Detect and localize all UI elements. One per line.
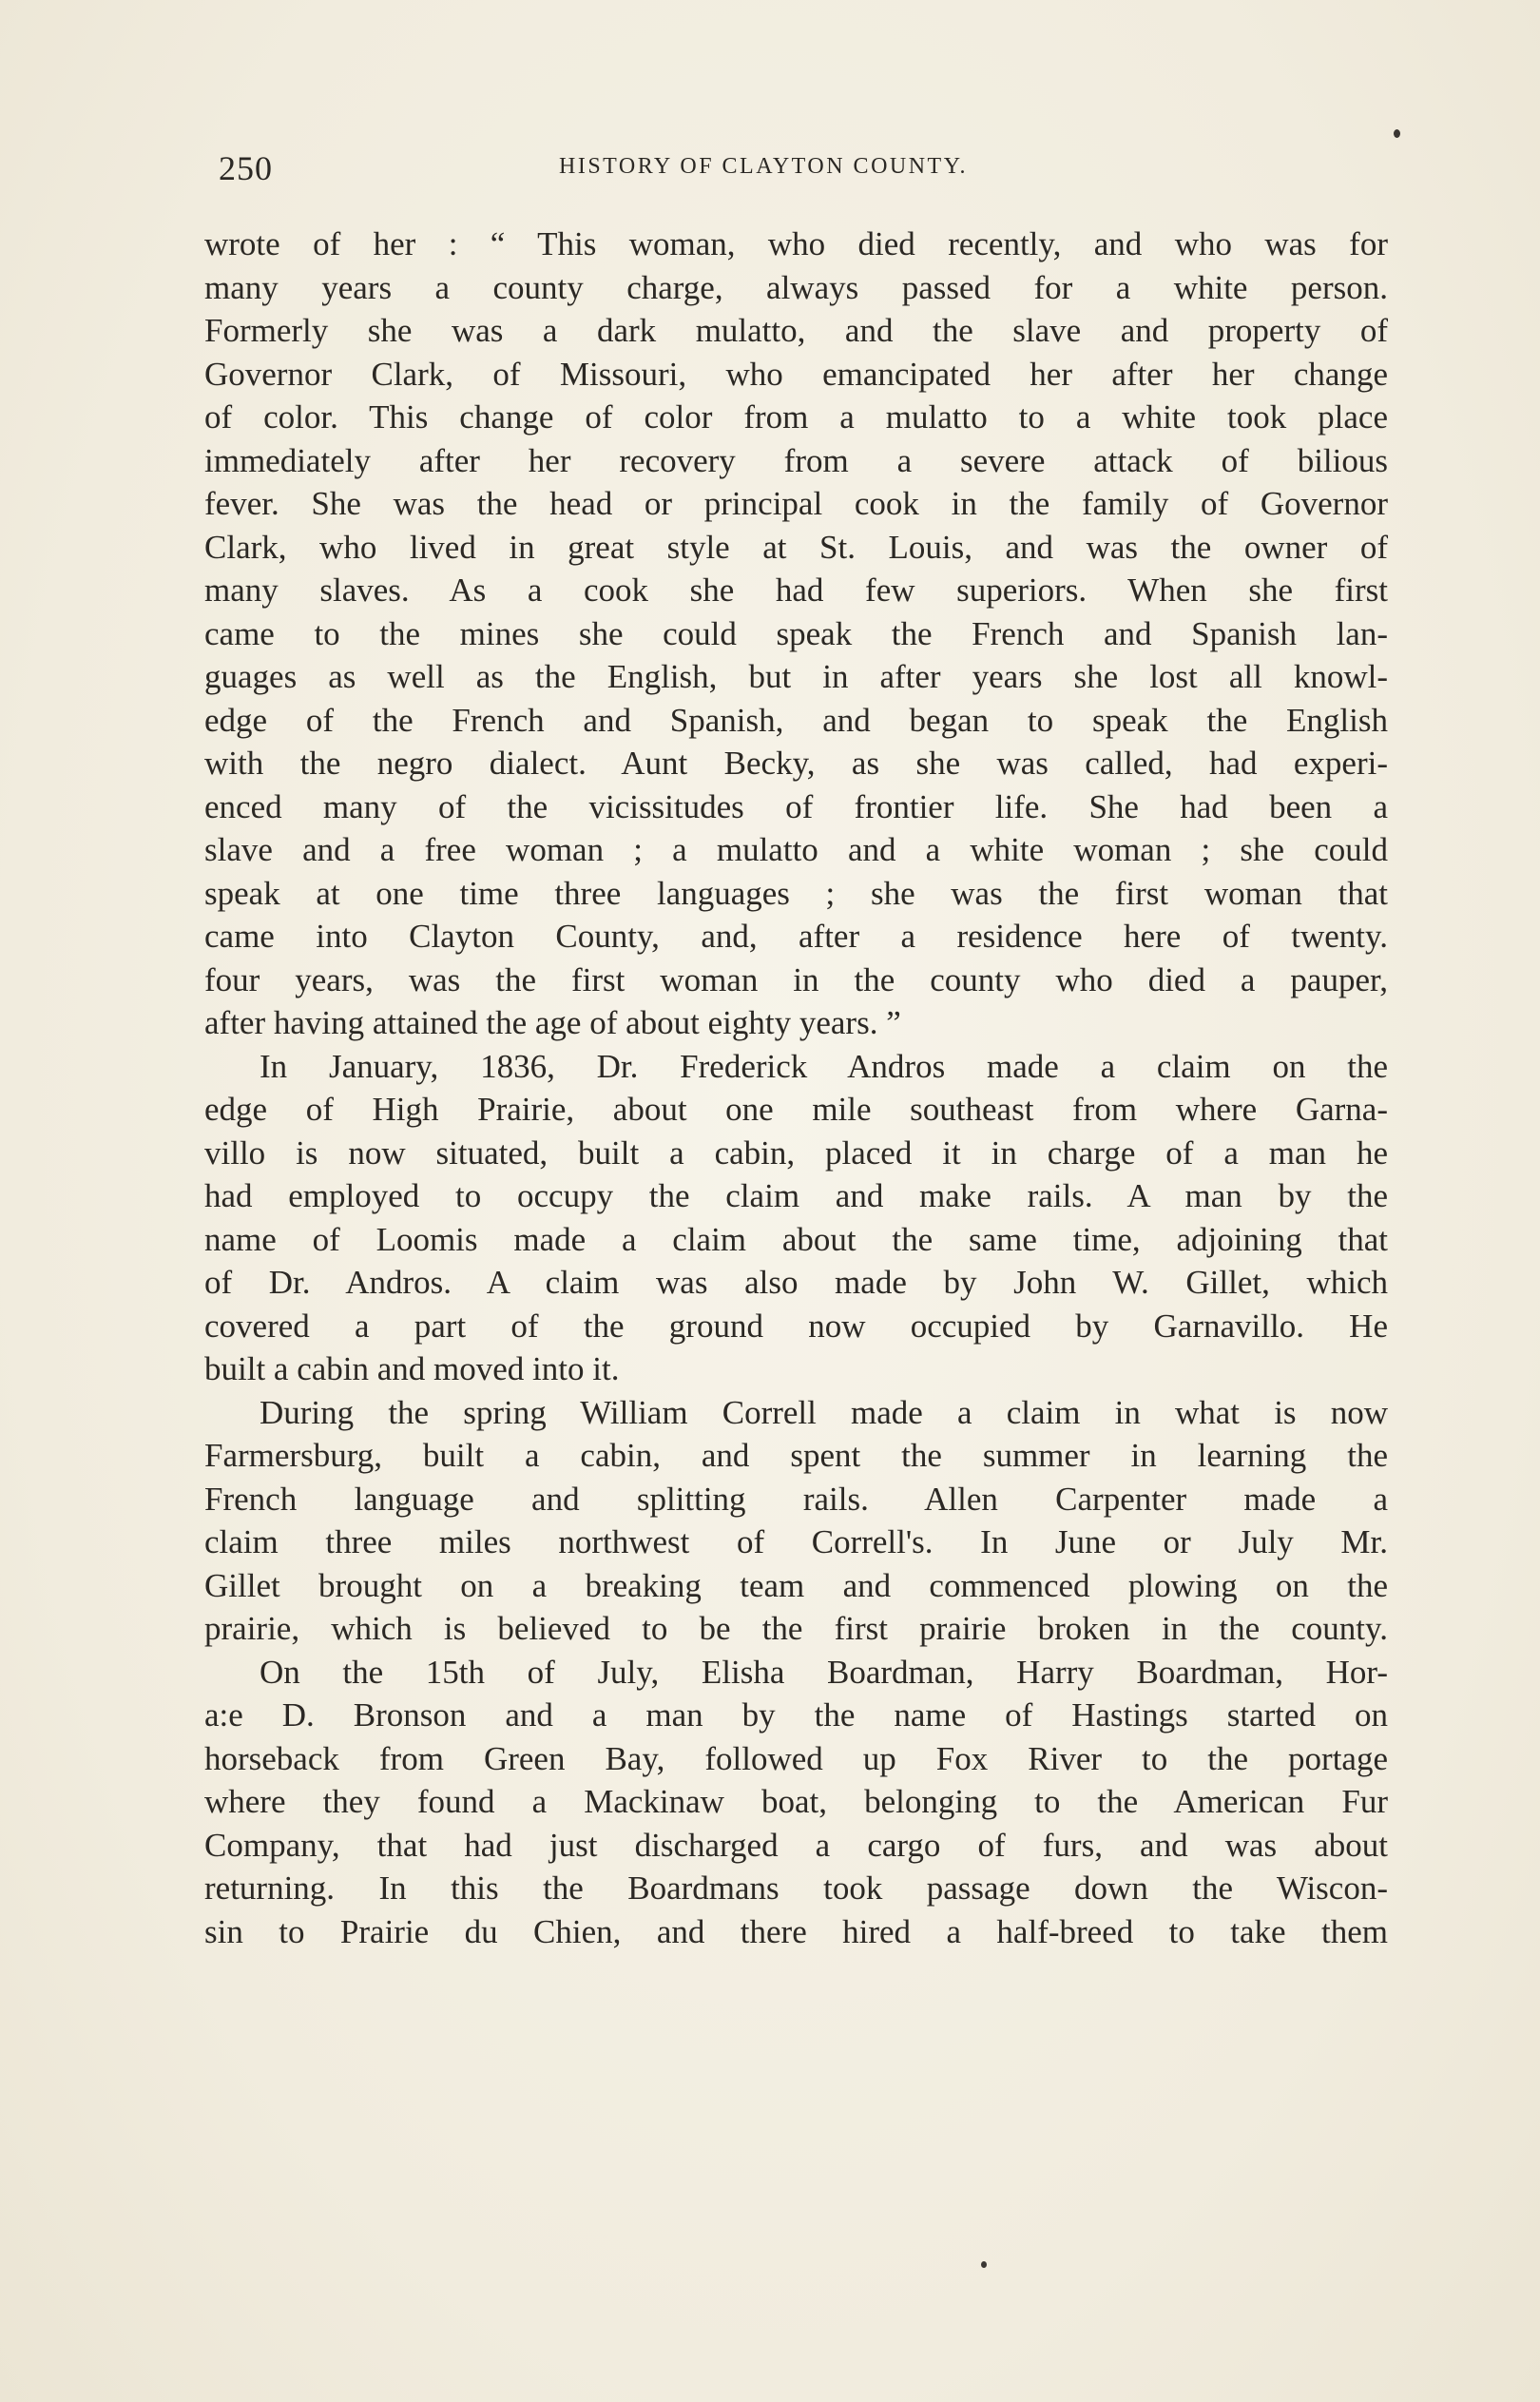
ink-speck-top <box>1394 129 1400 138</box>
text-line: villo is now situated, built a cabin, placed it in charge of a man he <box>204 1133 1388 1172</box>
text-line: Gillet brought on a breaking team and commenced plowing on the <box>204 1566 1388 1604</box>
text-line: Governor Clark, of Missouri, who emancipated her after her change <box>204 355 1388 393</box>
text-line: returning. In this the Boardmans took passage down the Wiscon- <box>204 1869 1388 1907</box>
text-line: of color. This change of color from a mulatto to a white took place <box>204 398 1388 436</box>
text-line: built a cabin and moved into it. <box>204 1350 620 1387</box>
text-line: many slaves. As a cook she had few superiors. When she first <box>204 571 1388 609</box>
page-header <box>219 143 1388 200</box>
text-line: had employed to occupy the claim and make rails. A man by the <box>204 1177 1388 1214</box>
text-line: speak at one time three languages ; she was the first woman that <box>204 874 1388 912</box>
text-line: guages as well as the English, but in after years she lost all knowl- <box>204 658 1388 695</box>
text-line: fever. She was the head or principal cook in the family of Governor <box>204 485 1388 522</box>
text-line: Company, that had just discharged a cargo of furs, and was about <box>204 1826 1388 1864</box>
text-line: four years, was the first woman in the county who died a pauper, <box>204 960 1388 998</box>
ink-speck-bottom <box>981 2261 987 2268</box>
text-line: edge of the French and Spanish, and began to speak the English <box>204 701 1388 739</box>
text-line: Farmersburg, built a cabin, and spent the summer in learning the <box>204 1437 1388 1474</box>
body-text <box>204 223 1388 1953</box>
text-line: after having attained the age of about eighty years. ” <box>204 1004 901 1041</box>
text-line: Formerly she was a dark mulatto, and the slave and property of <box>204 312 1388 349</box>
text-line: sin to Prairie du Chien, and there hired a half-breed to take them <box>204 1912 1388 1950</box>
text-line: came to the mines she could speak the French and Spanish lan- <box>204 614 1388 652</box>
text-line: with the negro dialect. Aunt Becky, as she was called, had experi- <box>204 745 1388 782</box>
text-line: of Dr. Andros. A claim was also made by John W. Gillet, which <box>204 1264 1388 1301</box>
text-line: covered a part of the ground now occupied by Garnavillo. He <box>204 1307 1388 1345</box>
text-line: edge of High Prairie, about one mile southeast from where Garna- <box>204 1091 1388 1128</box>
text-line: many years a county charge, always passed for a white person. <box>204 268 1388 306</box>
running-head: HISTORY OF CLAYTON COUNTY. <box>559 154 968 179</box>
text-line: enced many of the vicissitudes of frontier life. She had been a <box>204 787 1388 825</box>
text-line: In January, 1836, Dr. Frederick Andros made a claim on the <box>260 1047 1388 1085</box>
text-line: slave and a free woman ; a mulatto and a white woman ; she could <box>204 831 1388 868</box>
text-line: horseback from Green Bay, followed up Fox River to the portage <box>204 1739 1388 1777</box>
text-line: Clark, who lived in great style at St. Louis, and was the owner of <box>204 528 1388 566</box>
text-line: French language and splitting rails. Allen Carpenter made a <box>204 1480 1388 1518</box>
page-number: 250 <box>219 149 273 187</box>
text-line: During the spring William Correll made a claim in what is now <box>260 1393 1388 1431</box>
text-line: where they found a Mackinaw boat, belonging to the American Fur <box>204 1783 1388 1820</box>
text-line: wrote of her : “ This woman, who died recently, and who was for <box>204 225 1388 262</box>
text-line: a:e D. Bronson and a man by the name of Hastings started on <box>204 1696 1388 1734</box>
text-line: On the 15th of July, Elisha Boardman, Harry Boardman, Hor- <box>260 1653 1388 1691</box>
text-line: claim three miles northwest of Correll's. In June or July Mr. <box>204 1523 1388 1560</box>
text-line: came into Clayton County, and, after a residence here of twenty. <box>204 918 1388 955</box>
text-line: immediately after her recovery from a severe attack of bilious <box>204 441 1388 479</box>
text-line: prairie, which is believed to be the first prairie broken in the county. <box>204 1610 1388 1647</box>
text-line: name of Loomis made a claim about the same time, adjoining that <box>204 1220 1388 1258</box>
